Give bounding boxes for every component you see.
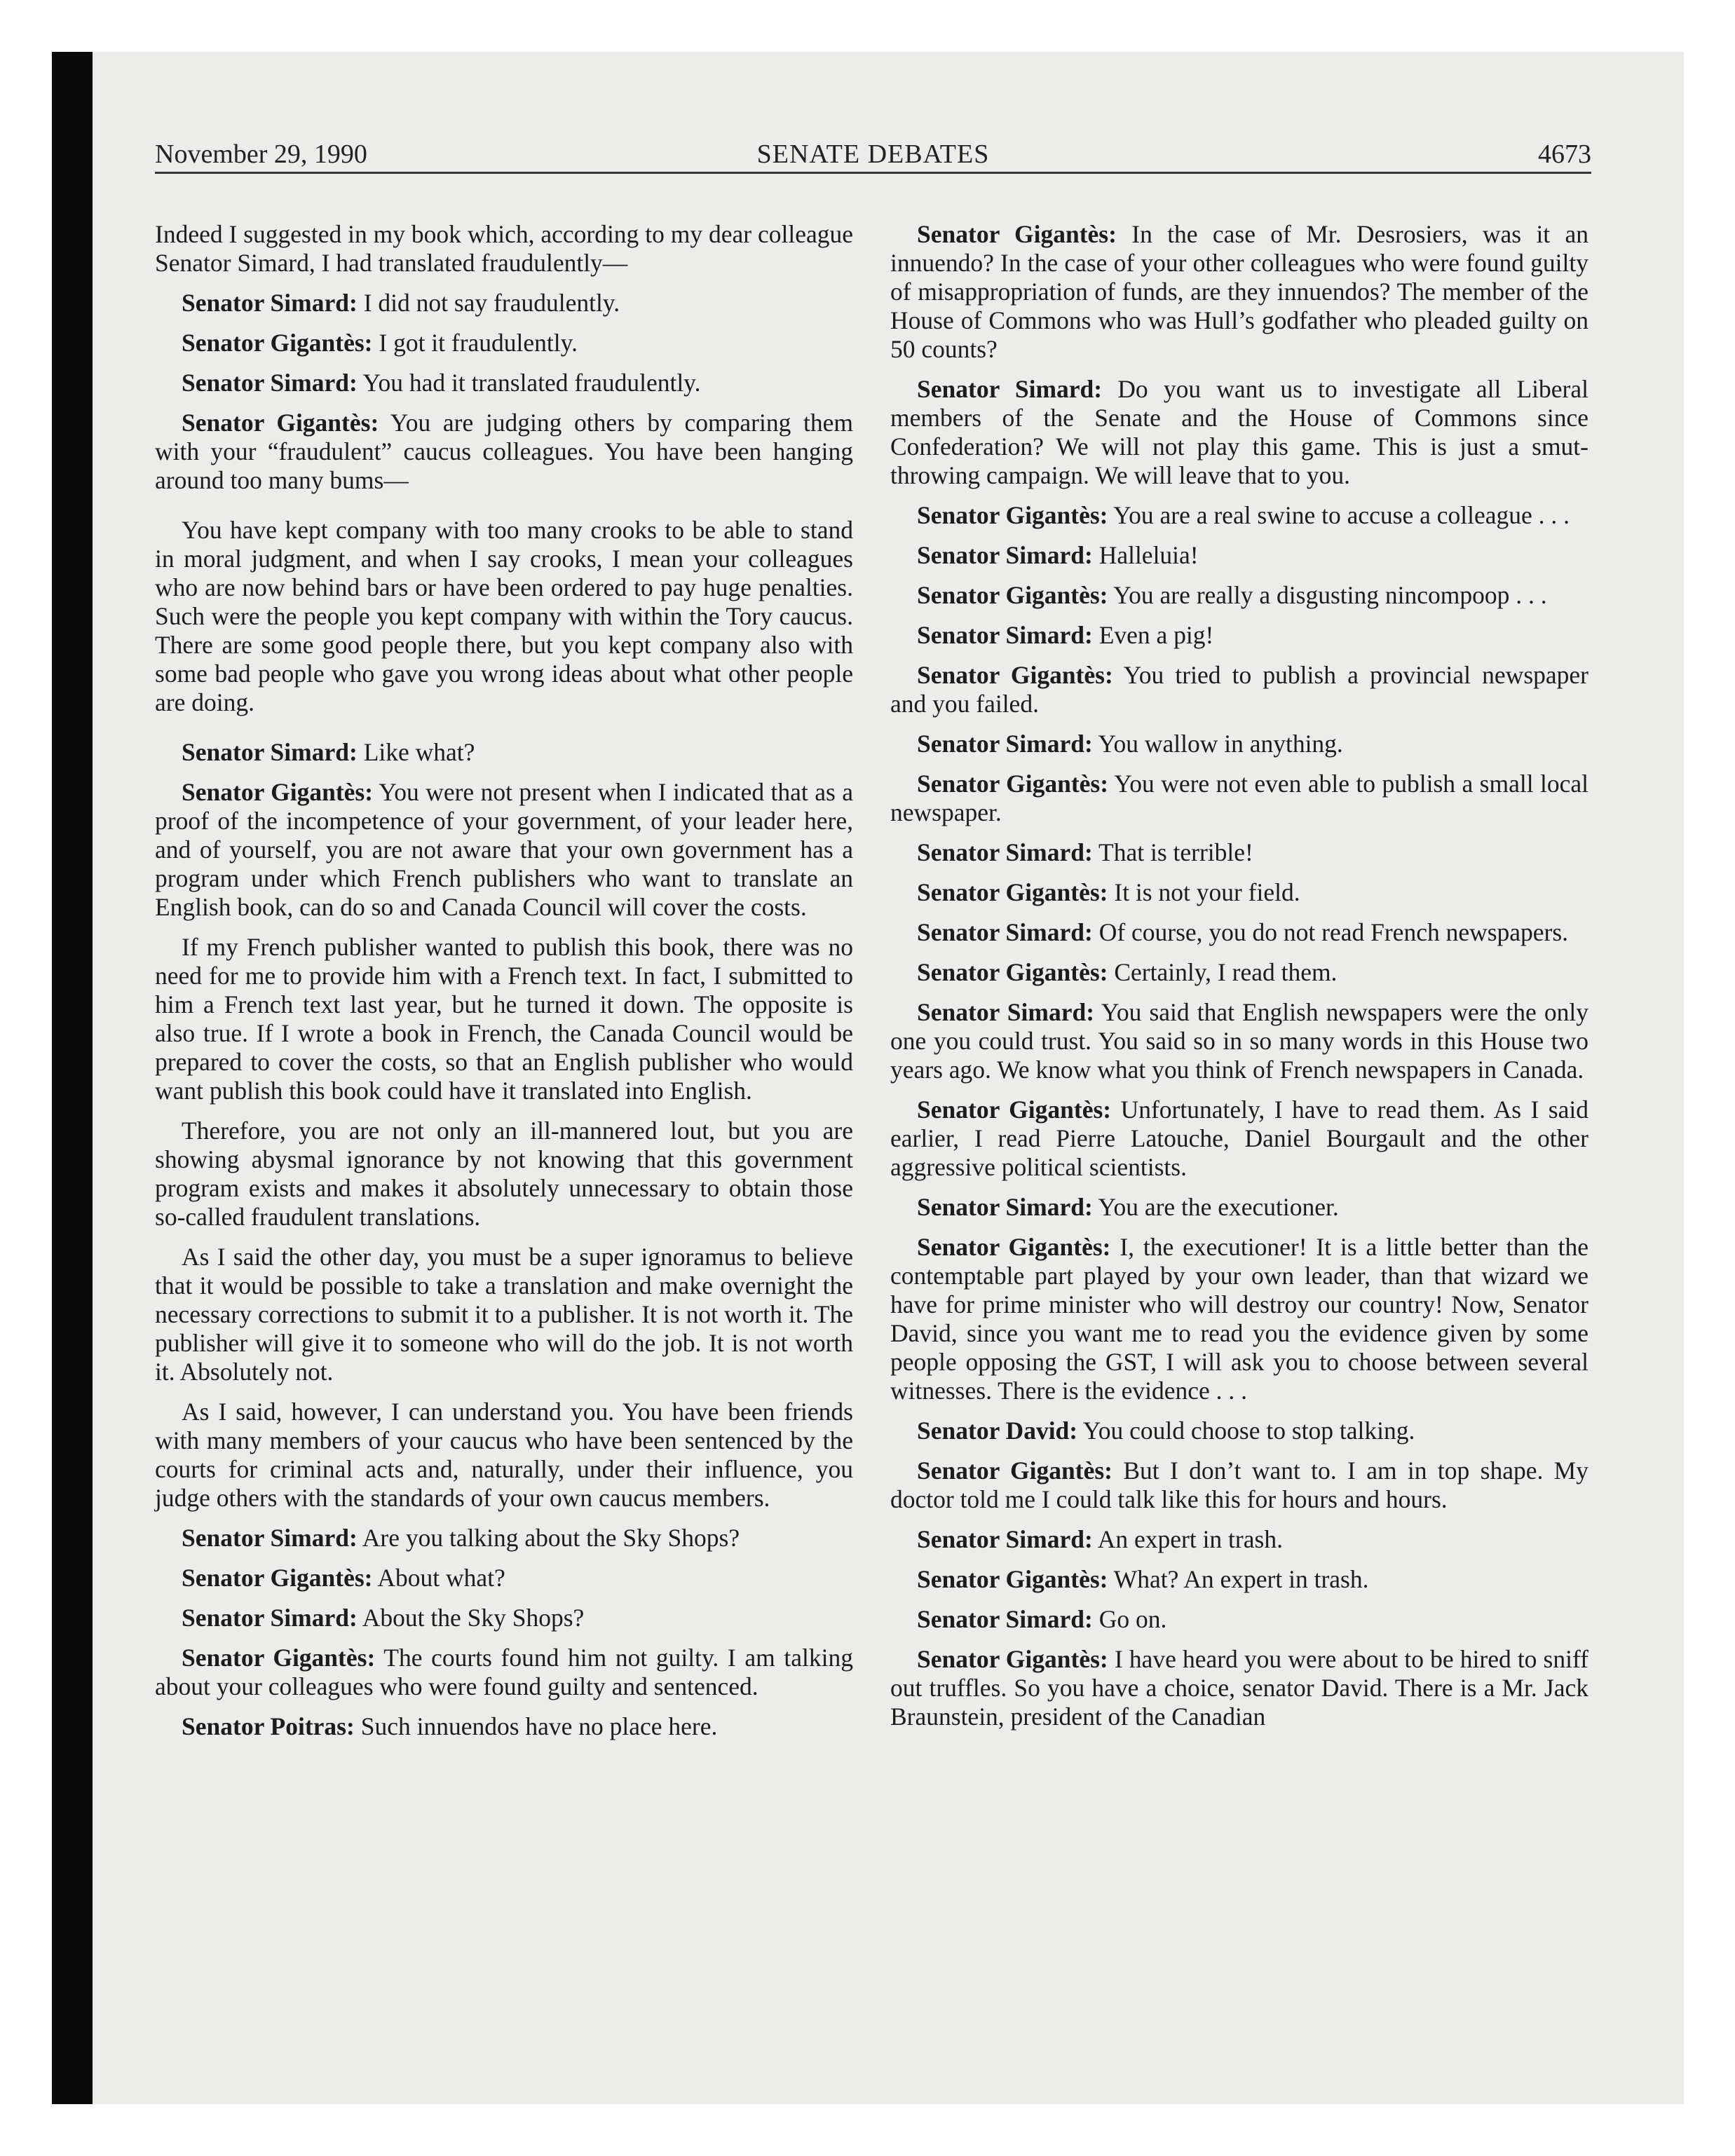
speech-text: In the case of Mr. Desrosiers, was it an innuendo? In the case of your other colleagues who were found guilty of misappropriation of funds, are they innuendos? The member of the House of Commons who was Hull’s godfather who pleaded guilty on 50 counts? [890, 220, 1589, 363]
speaker-name: Senator Simard: [182, 289, 358, 317]
speech-text: You could choose to stop talking. [1082, 1417, 1415, 1445]
speech-text: As I said, however, I can understand you. You have been friends with many members of your caucus who have been sentenced by the courts for criminal acts and, naturally, under their influence, you judge others with the standards of your own caucus members. [155, 1398, 853, 1512]
paragraph [155, 369, 853, 397]
right-column [890, 220, 1588, 1742]
paragraph [890, 1525, 1588, 1554]
speaker-name: Senator Gigantès: [182, 778, 374, 806]
speech-text: As I said the other day, you must be a super ignoramus to believe that it would be possible to take a translation and make overnight the necessary corrections to submit it to a publisher. It is not worth it. The publisher will give it to someone who will do the job. It is not worth it. Absolutely not. [155, 1243, 853, 1386]
paragraph [155, 1644, 853, 1701]
speech-text: You had it translated fraudulently. [362, 369, 701, 397]
paragraph [155, 1524, 853, 1553]
speech-text: Are you talking about the Sky Shops? [362, 1524, 740, 1552]
speaker-name: Senator Gigantès: [917, 661, 1113, 689]
speaker-name: Senator Simard: [182, 1524, 358, 1552]
paragraph [890, 1193, 1588, 1222]
speaker-name: Senator Simard: [917, 1525, 1093, 1553]
speech-text: But I don’t want to. I am in top shape. My doctor told me I could talk like this for hours and hours. [890, 1456, 1588, 1513]
paragraph [890, 1096, 1588, 1182]
paragraph [890, 1645, 1588, 1731]
speech-text: Unfortunately, I have to read them. As I said earlier, I read Pierre Latouche, Daniel Bourgault and the other aggressive political scientists. [890, 1096, 1588, 1181]
paragraph [890, 770, 1588, 827]
speaker-name: Senator Gigantès: [917, 220, 1117, 248]
binding-edge [52, 52, 93, 2104]
speech-text: You were not present when I indicated that as a proof of the incompetence of your government, of your leader here, and of yourself, you are not aware that your own government has a program under which French publishers who want to translate an English book, can do so and Canada Council will cover the costs. [155, 778, 853, 921]
paragraph [155, 1117, 853, 1231]
speech-text: You said that English newspapers were the only one you could trust. You said so in so many words in this House two years ago. We know what you think of French newspapers in Canada. [890, 998, 1588, 1084]
paragraph [890, 661, 1588, 718]
paragraph [890, 501, 1588, 530]
speech-text: If my French publisher wanted to publish this book, there was no need for me to provide him with a French text. In fact, I submitted to him a French text last year, but he turned it down. The opposite is also true. If I wrote a book in French, the Canada Council would be prepared to cover the costs, so that an English publisher who would want publish this book could have it translated into English. [155, 933, 853, 1105]
speech-text: Indeed I suggested in my book which, according to my dear colleague Senator Simard, I had translated fraudulently— [155, 220, 853, 277]
speaker-name: Senator Gigantès: [917, 1565, 1108, 1593]
paragraph [890, 838, 1588, 867]
speech-text: You wallow in anything. [1098, 730, 1343, 758]
speaker-name: Senator Poitras: [182, 1712, 355, 1740]
speaker-name: Senator Simard: [917, 918, 1093, 946]
left-column [155, 220, 853, 1752]
paragraph [890, 1605, 1588, 1634]
speech-text: Of course, you do not read French newspapers. [1098, 918, 1569, 946]
speaker-name: Senator Gigantès: [917, 1645, 1108, 1673]
speaker-name: Senator Simard: [917, 621, 1093, 649]
speaker-name: Senator Gigantès: [182, 1564, 373, 1592]
speaker-name: Senator Simard: [917, 375, 1103, 403]
speech-text: I, the executioner! It is a little better than the contemptable part played by your own leader, than that wizard we have for prime minister who will destroy our country! Now, Senator David, since you want me to read you the evidence given by some people opposing the GST, I will ask you to choose between several witnesses. There is the evidence . . . [890, 1233, 1588, 1405]
header-title: SENATE DEBATES [756, 139, 990, 169]
page-header [155, 137, 1591, 171]
speech-text: Therefore, you are not only an ill-mannered lout, but you are showing abysmal ignorance by not knowing that this government program exists and makes it absolutely unnecessary to obtain those so-called fraudulent translations. [155, 1117, 853, 1231]
paragraph [890, 958, 1588, 987]
speech-text: You are really a disgusting nincompoop . . . [1113, 581, 1547, 609]
speech-text: About what? [377, 1564, 505, 1592]
speaker-name: Senator Simard: [917, 998, 1095, 1026]
speech-text: An expert in trash. [1097, 1525, 1283, 1553]
speaker-name: Senator Simard: [917, 1605, 1093, 1633]
paragraph [890, 730, 1588, 758]
speaker-name: Senator Gigantès: [917, 958, 1108, 986]
speech-text: You tried to publish a provincial newspaper and you failed. [890, 661, 1588, 718]
speaker-name: Senator Gigantès: [182, 1644, 376, 1672]
speech-text: You are judging others by comparing them with your “fraudulent” caucus colleagues. You have been hanging around too many bums— [155, 409, 853, 494]
speaker-name: Senator Gigantès: [917, 1456, 1113, 1485]
paragraph [155, 1712, 853, 1741]
speaker-name: Senator Gigantès: [917, 501, 1108, 529]
speech-text: Like what? [363, 738, 475, 766]
speech-text: Certainly, I read them. [1114, 958, 1338, 986]
speech-text: I have heard you were about to be hired to sniff out truffles. So you have a choice, senator David. There is a Mr. Jack Braunstein, president of the Canadian [890, 1645, 1588, 1731]
page-number: 4673 [1538, 139, 1591, 169]
speech-text: Such innuendos have no place here. [360, 1712, 718, 1740]
speaker-name: Senator Simard: [917, 838, 1093, 866]
paragraph [155, 738, 853, 767]
speech-text: You are the executioner. [1098, 1193, 1339, 1221]
paragraph [890, 621, 1588, 650]
speaker-name: Senator Gigantès: [182, 409, 379, 437]
speaker-name: Senator Gigantès: [182, 329, 373, 357]
speaker-name: Senator Gigantès: [917, 1096, 1112, 1124]
speaker-name: Senator David: [917, 1417, 1078, 1445]
speech-text: That is terrible! [1098, 838, 1253, 866]
speech-text: You were not even able to publish a small local newspaper. [890, 770, 1588, 826]
speaker-name: Senator Simard: [917, 1193, 1093, 1221]
paragraph [155, 933, 853, 1105]
paragraph [890, 878, 1588, 907]
header-rule [155, 172, 1591, 174]
speaker-name: Senator Simard: [182, 738, 358, 766]
speaker-name: Senator Simard: [917, 730, 1093, 758]
paragraph [890, 1565, 1588, 1594]
speaker-name: Senator Simard: [182, 369, 358, 397]
speech-text: Halleluia! [1098, 541, 1199, 569]
paragraph [890, 220, 1588, 364]
speech-text: What? An expert in trash. [1113, 1565, 1369, 1593]
header-date: November 29, 1990 [155, 139, 367, 169]
paragraph [890, 998, 1588, 1084]
speaker-name: Senator Simard: [917, 541, 1093, 569]
paragraph [890, 918, 1588, 947]
paragraph [890, 1417, 1588, 1445]
speech-text: I got it fraudulently. [379, 329, 578, 357]
paragraph [155, 220, 853, 278]
paragraph [890, 1233, 1588, 1405]
speech-text: It is not your field. [1114, 878, 1300, 906]
paragraph [155, 329, 853, 357]
speech-text: Go on. [1098, 1605, 1167, 1633]
paragraph [155, 1398, 853, 1513]
speech-text: You have kept company with too many crooks to be able to stand in moral judgment, and when I say crooks, I mean your colleagues who are now behind bars or have been ordered to pay huge penalties. Such were the people you kept company with within the Tory caucus. There are some good people there, but you kept company also with some bad people who gave you wrong ideas about what other people are doing. [155, 516, 853, 716]
speaker-name: Senator Gigantès: [917, 878, 1108, 906]
speech-text: The courts found him not guilty. I am talking about your colleagues who were found guilty and sentenced. [155, 1644, 853, 1700]
paragraph [155, 1604, 853, 1632]
paragraph [890, 1456, 1588, 1514]
paragraph [890, 581, 1588, 610]
paragraph [155, 778, 853, 922]
paragraph [155, 516, 853, 717]
speech-text: Do you want us to investigate all Liberal members of the Senate and the House of Commons since Confederation? We will not play this game. This is just a smut-throwing campaign. We will leave that to you. [890, 375, 1588, 489]
speech-text: About the Sky Shops? [362, 1604, 585, 1632]
paragraph [155, 1564, 853, 1592]
paragraph [155, 409, 853, 495]
speaker-name: Senator Gigantès: [917, 581, 1108, 609]
paragraph [890, 375, 1588, 490]
speaker-name: Senator Gigantès: [917, 770, 1109, 798]
paragraph [890, 541, 1588, 570]
speaker-name: Senator Simard: [182, 1604, 358, 1632]
speech-text: Even a pig! [1098, 621, 1214, 649]
speech-text: I did not say fraudulently. [363, 289, 620, 317]
paragraph [155, 289, 853, 318]
paragraph [155, 1243, 853, 1386]
speech-text: You are a real swine to accuse a colleague . . . [1113, 501, 1570, 529]
speaker-name: Senator Gigantès: [917, 1233, 1111, 1261]
